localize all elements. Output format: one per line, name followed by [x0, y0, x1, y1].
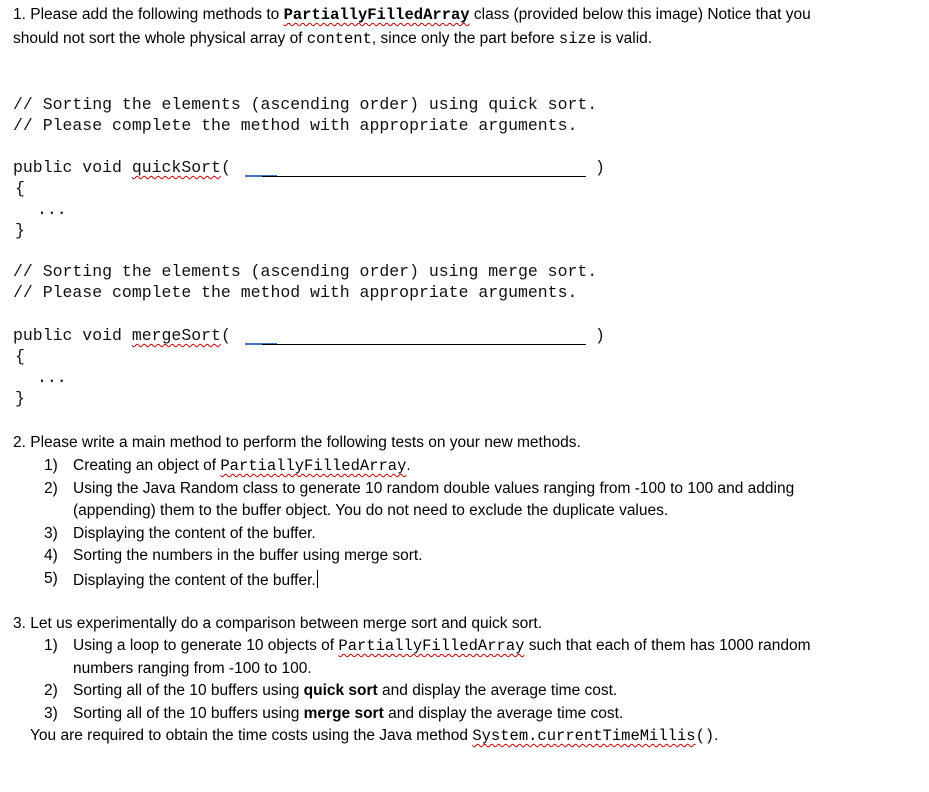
merge-brace-close: }: [15, 389, 25, 408]
merge-argument-blank[interactable]: [262, 344, 586, 345]
q3-footer-parens: (): [695, 727, 715, 745]
q3-item-1-cont: numbers ranging from -100 to 100.: [73, 660, 312, 677]
quick-argument-blank[interactable]: [262, 176, 586, 177]
q2-heading: 2. Please write a main method to perform the following tests on your new methods.: [13, 434, 581, 451]
q3-item-1-post: such that each of them has 1000 random: [524, 637, 811, 654]
q3-item-3-bold: merge sort: [303, 705, 384, 722]
merge-signature: [13, 326, 231, 345]
q2-item-5: [73, 570, 318, 590]
merge-method-name: mergeSort: [131, 326, 221, 345]
q3-item-3-post: and display the average time cost.: [383, 705, 624, 722]
q2-item-1-pre: Creating an object of: [73, 457, 221, 474]
q1-size-code: size: [558, 30, 597, 48]
q3-heading: 3. Let us experimentally do a comparison between merge sort and quick sort.: [13, 615, 542, 632]
q3-item-1: [73, 637, 811, 655]
q1-class-name: PartiallyFilledArray: [283, 6, 470, 24]
q3-item-1-num: 1): [44, 637, 58, 654]
q2-item-2: Using the Java Random class to generate 10 random double values ranging from -100 to 100 and adding: [73, 480, 795, 497]
quick-signature: [13, 158, 231, 177]
q3-item-2-bold: quick sort: [303, 682, 378, 699]
q3-item-1-pre: Using a loop to generate 10 objects of: [73, 637, 339, 654]
quick-ellipsis: ...: [37, 200, 67, 219]
q2-item-5-text: Displaying the content of the buffer.: [73, 572, 316, 589]
merge-brace-open: {: [15, 347, 25, 366]
q1-line2: [13, 30, 652, 48]
q1-line2-a: should not sort the whole physical array of: [13, 30, 307, 47]
q1-line1: [13, 6, 811, 24]
q3-item-3-num: 3): [44, 705, 58, 722]
quick-close-paren: ): [595, 158, 605, 177]
q3-item-3-pre: Sorting all of the 10 buffers using: [73, 705, 304, 722]
quick-comment-1: // Sorting the elements (ascending order) using quick sort.: [13, 95, 598, 114]
q3-item-2-post: and display the average time cost.: [377, 682, 618, 699]
q3-item-2-pre: Sorting all of the 10 buffers using: [73, 682, 304, 699]
merge-comment-2: // Please complete the method with appropriate arguments.: [13, 283, 578, 302]
merge-ellipsis: ...: [37, 368, 67, 387]
quick-comment-2: // Please complete the method with appropriate arguments.: [13, 116, 578, 135]
q3-item-1-code: PartiallyFilledArray: [338, 637, 525, 655]
q3-footer-post: .: [714, 727, 719, 744]
q2-item-1-post: .: [406, 457, 411, 474]
q2-item-1-code: PartiallyFilledArray: [220, 457, 407, 475]
q3-footer: [30, 727, 718, 745]
q2-item-2-cont: (appending) them to the buffer object. You do not need to exclude the duplicate values.: [73, 502, 669, 519]
q3-footer-code: System.currentTimeMillis: [472, 727, 696, 745]
q1-content-code: content: [306, 30, 372, 48]
merge-sig-prefix: public void: [13, 326, 132, 345]
q1-line2-c: is valid.: [596, 30, 653, 47]
q1-suffix: class (provided below this image) Notice that you: [469, 6, 811, 23]
merge-open-paren: (: [220, 326, 231, 345]
q2-item-4-num: 4): [44, 547, 58, 564]
q2-item-1-num: 1): [44, 457, 58, 474]
merge-close-paren: ): [595, 326, 605, 345]
q1-prefix: 1. Please add the following methods to: [13, 6, 284, 23]
quick-sig-prefix: public void: [13, 158, 132, 177]
q2-item-5-num: 5): [44, 570, 58, 587]
q3-item-2: [73, 682, 617, 700]
q3-footer-pre: You are required to obtain the time costs using the Java method: [30, 727, 473, 744]
q2-item-3-num: 3): [44, 525, 58, 542]
q1-line2-b: , since only the part before: [371, 30, 559, 47]
q3-item-2-num: 2): [44, 682, 58, 699]
quick-method-name: quickSort: [131, 158, 221, 177]
quick-brace-close: }: [15, 221, 25, 240]
q2-item-3: Displaying the content of the buffer.: [73, 525, 316, 542]
q2-item-4: Sorting the numbers in the buffer using merge sort.: [73, 547, 423, 564]
quick-open-paren: (: [220, 158, 231, 177]
q2-item-1: [73, 457, 411, 475]
quick-brace-open: {: [15, 179, 25, 198]
q2-item-2-num: 2): [44, 480, 58, 497]
text-cursor: [317, 570, 318, 588]
merge-comment-1: // Sorting the elements (ascending order) using merge sort.: [13, 262, 598, 281]
q3-item-3: [73, 705, 623, 723]
